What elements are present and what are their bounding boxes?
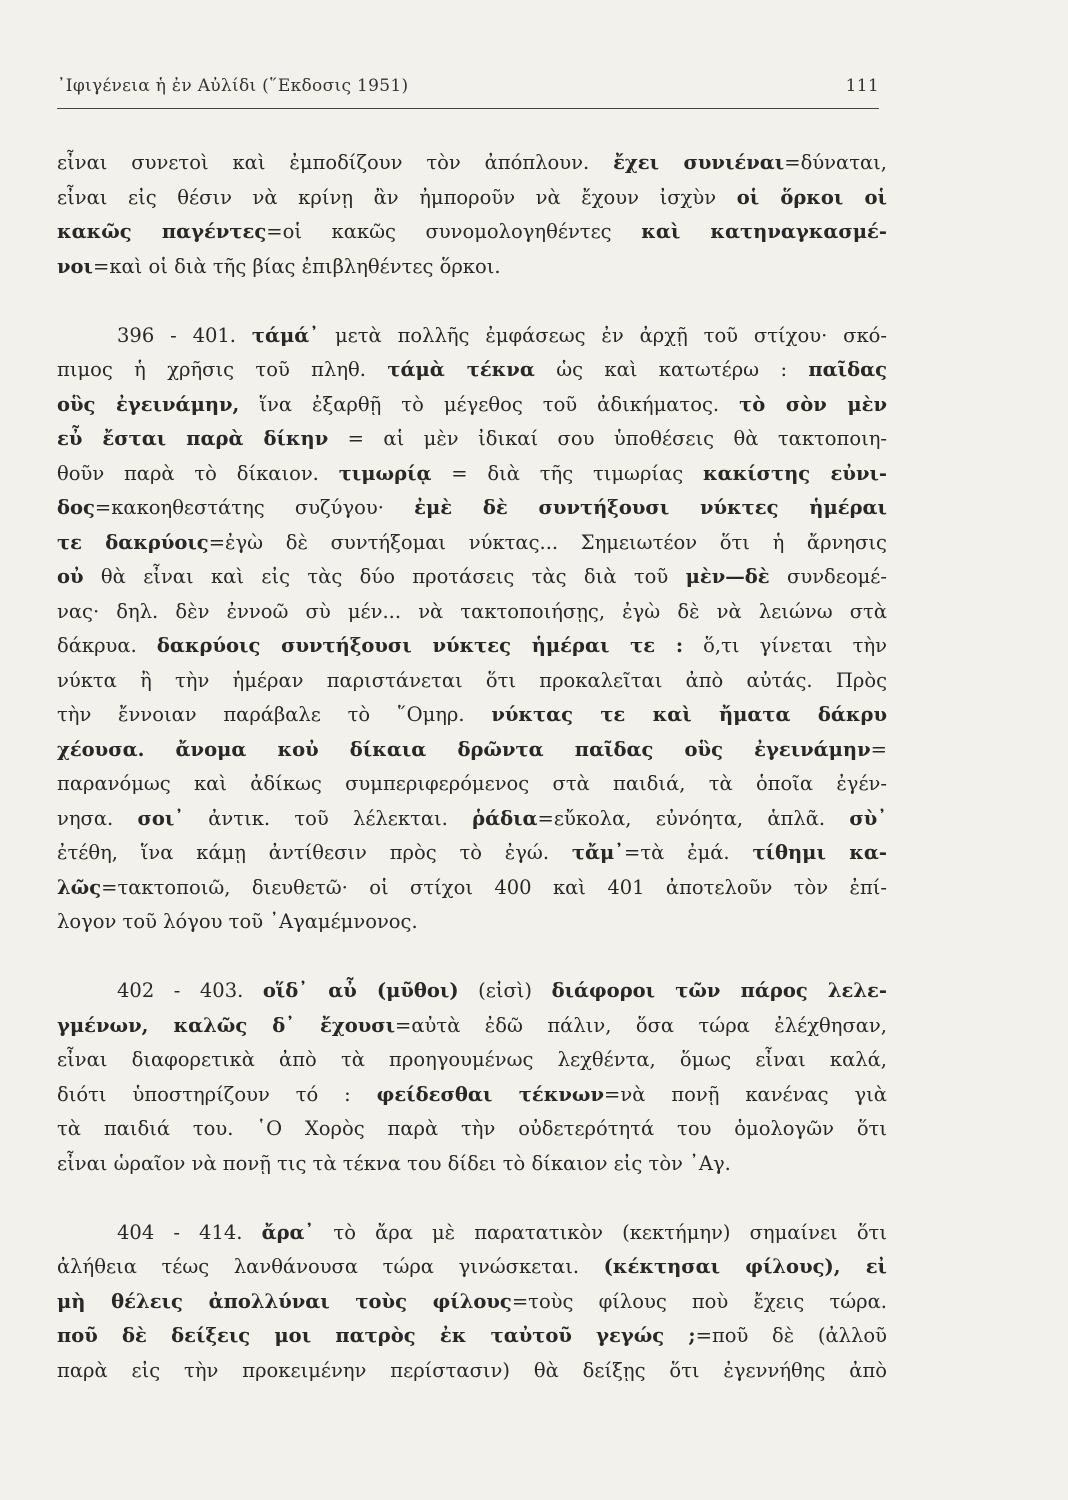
- gloss-text: ἀντικ. τοῦ λέλεκται.: [184, 806, 473, 830]
- text-line: [57, 457, 887, 492]
- lemma-bold: οἵδ᾿ αὖ (μῦθοι): [262, 979, 459, 1002]
- lemma-bold: οὐ: [57, 565, 84, 588]
- lemma-bold: φείδεσθαι τέκνων: [376, 1082, 605, 1106]
- gloss-text: =ποῦ δὲ (ἀλλοῦ: [695, 1324, 887, 1347]
- gloss-text: ἵνα ἐξαρθῇ τὸ μέγεθος τοῦ ἀδικήματος.: [239, 392, 740, 416]
- text-line: [57, 1009, 887, 1044]
- gloss-text: νησα.: [57, 806, 138, 830]
- gloss-text: τὸ ἄρα μὲ παρατατικὸν (κεκτήμην) σημαίνει ὅτι: [314, 1220, 887, 1244]
- header-rule: [57, 108, 879, 109]
- lemma-bold: τάμὰ τέκνα: [387, 358, 535, 381]
- gloss-text: =ἐγὼ δὲ συντήξομαι νύκτας... Σημειωτέον ὅτι ἡ ἄρνησις: [208, 530, 887, 554]
- commentary-text: [57, 146, 887, 1388]
- lemma-bold: κακῶς παγέντες: [57, 220, 267, 243]
- gloss-text: = αἱ μὲν ἰδικαί σου ὑποθέσεις θὰ τακτοποιη-: [328, 427, 888, 450]
- lemma-bold: νύκτας τε καὶ ἤματα δάκρυ: [491, 703, 887, 726]
- lemma-bold: κακίστης εὐνι-: [702, 461, 887, 485]
- text-line: [57, 560, 887, 595]
- text-line: [57, 1147, 887, 1182]
- paragraph-gap: [57, 1181, 887, 1216]
- text-line: [57, 767, 887, 802]
- lemma-bold: γμένων, καλῶς δ᾿ ἔχουσι: [57, 1013, 396, 1037]
- gloss-text: =οἱ κακῶς συνομολογηθέντες: [266, 220, 642, 243]
- text-line: [57, 181, 887, 216]
- page-number: 111: [845, 76, 879, 96]
- lemma-bold: ἔχει συνιέναι: [613, 151, 785, 174]
- gloss-text: λογον τοῦ λόγου τοῦ ᾿Αγαμέμνονος.: [57, 910, 418, 933]
- text-line: [57, 836, 887, 871]
- lemma-bold: σοι᾿: [137, 806, 185, 830]
- gloss-text: εἶναι διαφορετικὰ ἀπὸ τὰ προηγουμένως λεχθέντα, ὅμως εἶναι καλά,: [57, 1048, 887, 1071]
- lemma-bold: τε δακρύοις: [57, 530, 209, 554]
- gloss-text: =εὔκολα, εὐνόητα, ἁπλᾶ.: [537, 806, 850, 830]
- text-line: [57, 250, 887, 285]
- gloss-text: =τοὺς φίλους ποὺ ἔχεις τώρα.: [511, 1289, 887, 1313]
- text-line: [57, 629, 887, 664]
- gloss-text: θοῦν παρὰ τὸ δίκαιον.: [57, 461, 339, 485]
- gloss-text: 396 - 401.: [117, 323, 252, 347]
- lemma-bold: ποῦ δὲ δείξεις μοι πατρὸς ἐκ ταὐτοῦ γεγώς ;: [57, 1324, 696, 1347]
- text-line: [57, 905, 887, 940]
- lemma-bold: σὺ᾿: [849, 806, 887, 830]
- gloss-text: παρανόμως καὶ ἀδίκως συμπεριφερόμενος στὰ παιδιά, τὰ ὁποῖα ἐγέν-: [57, 772, 887, 795]
- gloss-text: ἀλήθεια τέως λανθάνουσα τώρα γινώσκεται.: [57, 1255, 604, 1278]
- lemma-bold: μὴ θέλεις ἀπολλύναι τοὺς φίλους: [57, 1289, 512, 1313]
- gloss-text: τὰ παιδιά του. ῾Ο Χορὸς παρὰ τὴν οὐδετερότητά του ὁμολογῶν ὅτι: [57, 1117, 887, 1140]
- lemma-bold: ἄρα᾿: [261, 1220, 315, 1244]
- gloss-text: τὴν ἔννοιαν παράβαλε τὸ ῞Ομηρ.: [57, 703, 492, 726]
- paragraph-gap: [57, 284, 887, 319]
- gloss-text: εἶναι ὡραῖον νὰ πονῇ τις τὰ τέκνα του δίδει τὸ δίκαιον εἰς τὸν ᾿Αγ.: [57, 1151, 731, 1175]
- gloss-text: θὰ εἶναι καὶ εἰς τὰς δύο προτάσεις τὰς διὰ τοῦ: [83, 565, 686, 588]
- gloss-text: =κακοηθεστάτης συζύγου·: [94, 496, 415, 519]
- gloss-text: =τὰ ἐμά.: [624, 841, 753, 864]
- text-line: [57, 1354, 887, 1389]
- running-head: [57, 76, 879, 102]
- gloss-text: πιμος ἡ χρῆσις τοῦ πληθ.: [57, 358, 388, 381]
- gloss-text: εἶναι εἰς θέσιν νὰ κρίνῃ ἂν ἠμποροῦν νὰ ἔχουν ἰσχὺν: [57, 185, 737, 209]
- lemma-bold: οὓς ἐγεινάμην,: [57, 392, 240, 416]
- gloss-text: ὡς καὶ κατωτέρω :: [534, 358, 809, 381]
- gloss-text: =νὰ πονῇ κανένας γιὰ: [604, 1082, 887, 1106]
- lemma-bold: νοι: [57, 254, 93, 278]
- gloss-text: =αὐτὰ ἐδῶ πάλιν, ὅσα τώρα ἐλέχθησαν,: [395, 1013, 887, 1037]
- lemma-bold: τἄμ᾿: [571, 841, 624, 864]
- gloss-text: =καὶ οἱ διὰ τῆς βίας ἐπιβληθέντες ὅρκοι.: [92, 254, 501, 278]
- gloss-text: (εἰσὶ): [458, 979, 552, 1002]
- lemma-bold: ῥάδια: [472, 806, 538, 830]
- lemma-bold: δος: [57, 496, 95, 519]
- text-line: [57, 698, 887, 733]
- lemma-bold: οἱ ὅρκοι οἱ: [736, 185, 887, 209]
- text-line: [57, 1112, 887, 1147]
- text-line: [57, 319, 887, 354]
- lemma-bold: τὸ σὸν μὲν: [739, 392, 887, 416]
- gloss-text: = διὰ τῆς τιμωρίας: [431, 461, 703, 485]
- lemma-bold: τίθημι κα-: [752, 841, 888, 864]
- lemma-bold: ἐμὲ δὲ συντήξουσι νύκτες ἡμέραι: [414, 496, 887, 519]
- lemma-bold: (κέκτησαι φίλους), εἰ: [603, 1255, 887, 1278]
- text-line: [57, 388, 887, 423]
- text-line: [57, 491, 887, 526]
- gloss-text: 402 - 403.: [117, 979, 263, 1002]
- gloss-text: =δύναται,: [784, 151, 887, 174]
- gloss-text: μετὰ πολλῆς ἐμφάσεως ἐν ἀρχῇ τοῦ στίχου· σκό-: [319, 323, 888, 347]
- gloss-text: παρὰ εἰς τὴν προκειμένην περίστασιν) θὰ δείξῃς ὅτι ἐγεννήθης ἀπὸ: [57, 1358, 887, 1382]
- gloss-text: νας· δηλ. δὲν ἐννοῶ σὺ μέν... νὰ τακτοποιήσῃς, ἐγὼ δὲ νὰ λειώνω στὰ: [57, 599, 887, 623]
- lemma-bold: παῖδας: [808, 358, 887, 381]
- gloss-text: συνδεομέ-: [769, 565, 887, 588]
- gloss-text: =: [870, 737, 887, 761]
- lemma-bold: τάμά᾿: [251, 323, 320, 347]
- text-line: [57, 1216, 887, 1251]
- text-line: [57, 871, 887, 906]
- text-line: [57, 733, 887, 768]
- gloss-text: ἐτέθη, ἵνα κάμῃ ἀντίθεσιν πρὸς τὸ ἐγώ.: [57, 841, 572, 864]
- text-line: [57, 1250, 887, 1285]
- gloss-text: εἶναι συνετοὶ καὶ ἐμποδίζουν τὸν ἀπόπλουν.: [57, 151, 614, 174]
- gloss-text: διότι ὑποστηρίζουν τό :: [57, 1082, 377, 1106]
- gloss-text: ὅ,τι γίνεται τὴν: [683, 634, 888, 657]
- text-line: [57, 1285, 887, 1320]
- gloss-text: =τακτοποιῶ, διευθετῶ· οἱ στίχοι 400 καὶ 401 ἀποτελοῦν τὸν ἐπί-: [101, 875, 887, 899]
- lemma-bold: δακρύοις συντήξουσι νύκτες ἡμέραι τε :: [156, 634, 684, 657]
- lemma-bold: διάφοροι τῶν πάρος λελε-: [551, 979, 887, 1002]
- lemma-bold: χέουσα. ἄνομα κοὐ δίκαια δρῶντα παῖδας οὓς ἐγεινάμην: [57, 737, 871, 761]
- text-line: [57, 595, 887, 630]
- lemma-bold: καὶ κατηναγκασμέ-: [641, 220, 887, 243]
- gloss-text: νύκτα ἢ τὴν ἡμέραν παριστάνεται ὅτι προκαλεῖται ἀπὸ αὐτάς. Πρὸς: [57, 668, 887, 692]
- gloss-text: 404 - 414.: [117, 1220, 262, 1244]
- text-line: [57, 146, 887, 181]
- lemma-bold: λῶς: [57, 875, 102, 899]
- text-line: [57, 802, 887, 837]
- running-title: ᾿Ιφιγένεια ἡ ἐν Αὐλίδι (῞Εκδοσις 1951): [57, 76, 409, 96]
- text-line: [57, 1319, 887, 1354]
- paragraph-gap: [57, 940, 887, 975]
- text-line: [57, 422, 887, 457]
- text-line: [57, 974, 887, 1009]
- text-line: [57, 1078, 887, 1113]
- text-line: [57, 1043, 887, 1078]
- text-line: [57, 353, 887, 388]
- lemma-bold: τιμωρίᾳ: [338, 461, 432, 485]
- lemma-bold: μὲν—δὲ: [685, 565, 770, 588]
- text-line: [57, 526, 887, 561]
- text-line: [57, 215, 887, 250]
- lemma-bold: εὖ ἔσται παρὰ δίκην: [57, 427, 329, 450]
- text-line: [57, 664, 887, 699]
- gloss-text: δάκρυα.: [57, 634, 157, 657]
